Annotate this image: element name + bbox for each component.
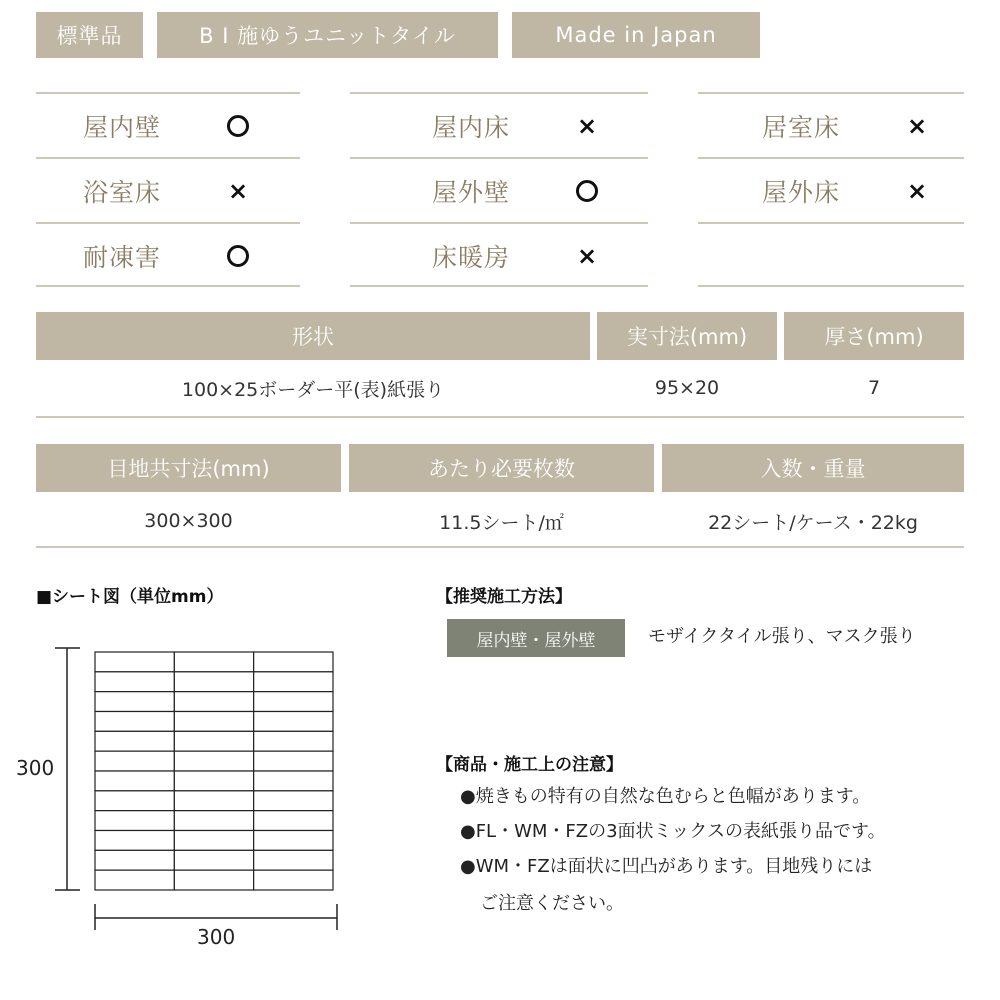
tile	[174, 672, 253, 692]
spec-header-thickness: 厚さ(mm)	[784, 312, 964, 360]
usage-label: 居室床	[762, 112, 841, 142]
tile-grid	[95, 652, 333, 890]
usage-label: 浴室床	[83, 177, 162, 207]
tile	[95, 712, 174, 732]
tile	[174, 712, 253, 732]
tag-made-in-japan: Made in Japan	[512, 12, 760, 58]
tile	[254, 751, 333, 771]
usage-mark-icon: ×	[227, 176, 249, 205]
usage-mark-icon: ×	[906, 176, 928, 205]
spec-value-thickness: 7	[867, 377, 881, 399]
tile	[254, 692, 333, 712]
tile	[95, 831, 174, 851]
tile	[254, 850, 333, 870]
tile	[174, 751, 253, 771]
tile	[95, 692, 174, 712]
tile	[254, 791, 333, 811]
tile	[254, 831, 333, 851]
tile	[254, 712, 333, 732]
note-item: ご注意ください。	[480, 893, 624, 914]
tile	[174, 831, 253, 851]
tile	[174, 652, 253, 672]
tile	[95, 771, 174, 791]
notes-title: 【商品・施工上の注意】	[436, 755, 623, 775]
tile	[174, 870, 253, 890]
tile	[95, 850, 174, 870]
tile	[95, 652, 174, 672]
tag-standard: 標準品	[36, 12, 143, 58]
tile	[254, 811, 333, 831]
spec-header-joint-size: 目地共寸法(mm)	[36, 444, 341, 492]
tile	[174, 731, 253, 751]
usage-label: 屋内床	[432, 112, 511, 142]
tile	[174, 771, 253, 791]
tag-product-name: B I 施ゆうユニットタイル	[157, 12, 498, 58]
method-badge: 屋内壁・屋外壁	[447, 619, 625, 657]
spec-header-quantity-weight: 入数・重量	[662, 444, 964, 492]
usage-mark-icon: ×	[576, 241, 598, 270]
tile	[95, 672, 174, 692]
width-dimension-label: 300	[197, 925, 236, 949]
tile	[95, 751, 174, 771]
method-text: モザイクタイル張り、マスク張り	[648, 626, 916, 647]
note-item: ●FL・WM・FZの3面状ミックスの表紙張り品です。	[460, 821, 886, 842]
tile	[174, 692, 253, 712]
height-dimension-label: 300	[16, 756, 55, 780]
spec-header-actual-size: 実寸法(mm)	[597, 312, 777, 360]
tile	[174, 850, 253, 870]
note-item: ●WM・FZは面状に凹凸があります。目地残りには	[460, 856, 873, 877]
spec-header-shape: 形状	[36, 312, 590, 360]
spec-value-actual-size: 95×20	[654, 377, 720, 399]
usage-mark-icon: ×	[906, 111, 928, 140]
spec-value-quantity-weight: 22シート/ケース・22kg	[708, 511, 918, 534]
tile	[254, 731, 333, 751]
usage-label: 耐凍害	[83, 242, 162, 272]
spec-value-shape: 100×25ボーダー平(表)紙張り	[181, 378, 445, 401]
tile	[254, 771, 333, 791]
tile	[254, 870, 333, 890]
tile	[254, 672, 333, 692]
usage-label: 屋内壁	[83, 112, 162, 142]
tile	[95, 731, 174, 751]
usage-mark-icon: ×	[576, 111, 598, 140]
spec-value-joint-size: 300×300	[144, 510, 233, 532]
tile	[174, 811, 253, 831]
usage-label: 床暖房	[432, 242, 511, 272]
tile	[95, 811, 174, 831]
note-item: ●焼きもの特有の自然な色むらと色幅があります。	[460, 786, 871, 807]
tile	[95, 791, 174, 811]
tile	[254, 652, 333, 672]
method-title: 【推奨施工方法】	[436, 587, 572, 607]
sheet-diagram-title: ■シート図（単位mm）	[36, 587, 224, 607]
tile	[95, 870, 174, 890]
usage-label: 屋外床	[762, 177, 841, 207]
spec-header-sheets-per-area: あたり必要枚数	[349, 444, 654, 492]
usage-label: 屋外壁	[432, 177, 511, 207]
spec-value-sheets-per-area: 11.5シート/㎡	[439, 511, 564, 534]
tile	[174, 791, 253, 811]
